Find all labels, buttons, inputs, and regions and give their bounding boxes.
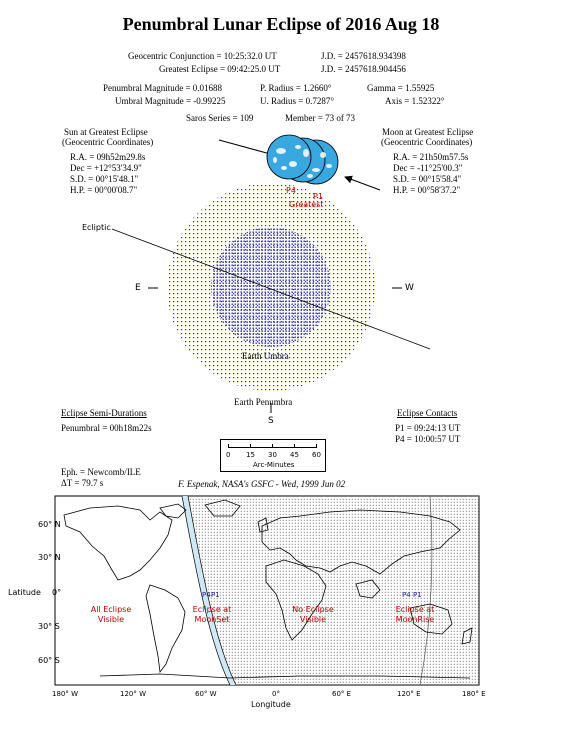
region-all-visible-line2: Visible [97, 615, 125, 624]
region-all-visible-line1: All Eclipse [90, 605, 132, 614]
region-moonset-line1: Eclipse at [192, 605, 232, 614]
region-moonset-line2: MoonSet [194, 615, 230, 624]
lon-tick: 120° W [120, 690, 147, 698]
sun-subheading: (Geocentric Coordinates) [62, 137, 154, 147]
umbral-magnitude: Umbral Magnitude = -0.99225 [115, 96, 226, 106]
moon-subheading: (Geocentric Coordinates) [381, 137, 473, 147]
geocentric-conjunction-jd: J.D. = 2457618.934398 [321, 51, 406, 61]
lon-tick: 60° E [332, 690, 352, 698]
scale-tick: 45 [290, 451, 299, 459]
map-west-p1: P1 [211, 591, 220, 599]
contact-p4: P4 = 10:00:57 UT [395, 434, 461, 444]
p4-label: P4 [286, 186, 296, 195]
no-eclipse-region [188, 496, 479, 685]
south-label: S [268, 416, 274, 426]
credit-line: F. Espenak, NASA's GSFC - Wed, 1999 Jun 02 [178, 479, 346, 489]
longitude-label: Longitude [251, 700, 291, 709]
sun-hp: H.P. = 00°00'08.7" [70, 185, 138, 195]
greatest-label: Greatest [289, 200, 324, 209]
earth-umbra-shadow [211, 227, 331, 347]
moon-ra: R.A. = 21h50m57.5s [393, 152, 469, 162]
lon-tick: 0° [272, 690, 280, 698]
lon-tick: 180° W [52, 690, 79, 698]
sun-heading: Sun at Greatest Eclipse [64, 127, 148, 137]
gamma: Gamma = 1.55925 [367, 83, 435, 93]
sun-dec: Dec = +12°53'34.9" [70, 163, 142, 173]
region-moonrise-line2: MoonRise [395, 615, 435, 624]
moon-path-arrow-in [219, 140, 274, 155]
page-title: Penumbral Lunar Eclipse of 2016 Aug 18 [122, 14, 440, 34]
penumbra-radius: P. Radius = 1.2660° [260, 83, 332, 93]
region-no-eclipse-line2: Visible [299, 615, 327, 624]
lon-tick: 180° E [462, 690, 486, 698]
scale-tick: 0 [226, 451, 231, 459]
sun-ra: R.A. = 09h52m29.8s [70, 152, 146, 162]
map-east-p1: P1 [413, 591, 422, 599]
semi-durations-heading: Eclipse Semi-Durations [61, 408, 147, 418]
earth-penumbra-label: Earth Penumbra [234, 397, 293, 407]
region-no-eclipse-line1: No Eclipse [292, 605, 334, 614]
penumbral-semi-duration: Penumbral = 00h18m22s [61, 423, 152, 433]
lat-tick-30n: 30° N [38, 553, 61, 562]
moon-sd: S.D. = 00°15'58.4" [393, 174, 462, 184]
scale-label: Arc-Minutes [253, 461, 295, 469]
moon-hp: H.P. = 00°58'37.2" [393, 185, 461, 195]
greatest-eclipse-jd: J.D. = 2457618.904456 [321, 64, 406, 74]
penumbral-magnitude: Penumbral Magnitude = 0.01688 [103, 83, 223, 93]
greatest-eclipse-time: Greatest Eclipse = 09:42:25.0 UT [159, 64, 281, 74]
lat-tick-30s: 30° S [38, 622, 60, 631]
moon-dec: Dec = -11°25'00.3" [393, 163, 463, 173]
lat-tick-0: 0° [52, 588, 62, 597]
lon-tick: 120° E [397, 690, 421, 698]
latitude-label: Latitude [8, 588, 41, 597]
saros-series: Saros Series = 109 [186, 113, 254, 123]
west-label: W [405, 283, 414, 293]
p1-label: P1 [313, 192, 323, 201]
moon-at-p4 [267, 135, 311, 179]
ephemeris: Eph. = Newcomb/ILE [61, 467, 141, 477]
map-east-p4: P4 [402, 591, 411, 599]
eclipse-contacts-heading: Eclipse Contacts [397, 408, 458, 418]
moon-path-arrow-out [345, 177, 380, 190]
arc-minute-scale [220, 439, 326, 472]
saros-member: Member = 73 of 73 [285, 113, 356, 123]
axis: Axis = 1.52322° [385, 96, 445, 106]
scale-tick: 60 [312, 451, 321, 459]
lat-tick-60n: 60° N [38, 520, 61, 529]
moon-positions [267, 135, 338, 184]
east-label: E [135, 283, 141, 293]
contact-p1: P1 = 09:24:13 UT [395, 423, 461, 433]
ecliptic-label: Ecliptic [82, 223, 111, 232]
umbra-radius: U. Radius = 0.7287° [260, 96, 334, 106]
map-west-p4: P4 [202, 591, 211, 599]
geocentric-conjunction: Geocentric Conjunction = 10:25:32.0 UT [128, 51, 277, 61]
moon-heading: Moon at Greatest Eclipse [382, 127, 474, 137]
lon-tick: 60° W [195, 690, 217, 698]
sun-sd: S.D. = 00°15'48.1" [70, 174, 139, 184]
earth-umbra-label: Earth Umbra [242, 351, 289, 361]
scale-tick: 30 [268, 451, 277, 459]
region-moonrise-line1: Eclipse at [395, 605, 435, 614]
lat-tick-60s: 60° S [38, 656, 60, 665]
scale-tick: 15 [246, 451, 255, 459]
delta-t: ΔT = 79.7 s [61, 478, 104, 488]
